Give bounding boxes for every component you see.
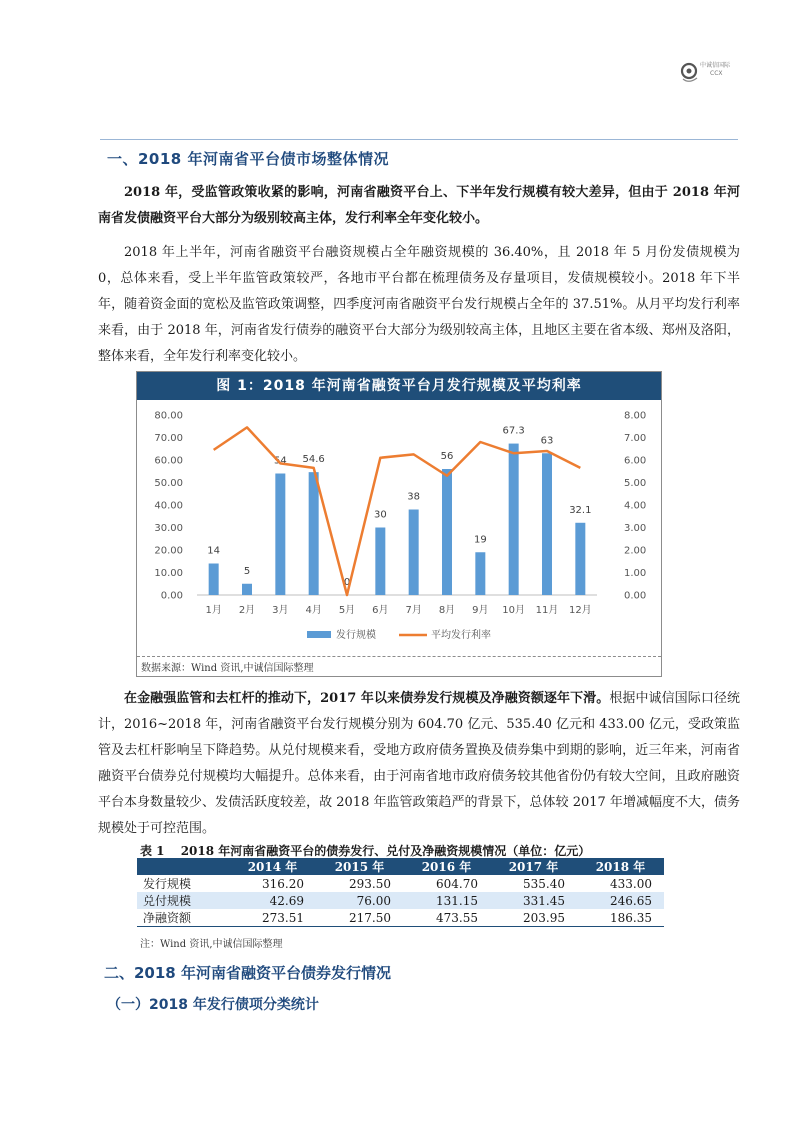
- section1-paragraph1: 2018 年上半年，河南省融资平台融资规模占全年融资规模的 36.40%，且 2018 年 5 月份发债规模为 0，总体来看，受上半年监管政策较严，各地市平台都在梳理债务及存量项目，发债规模较小。2018 年下半年，随着资金面的宽松及监管政策调整，四季度河南省融资平台发行规模占全年的 37.51%。从月平均发行利率来看，由于 2018 年，河南省发行债券的融资平台大部分为级别较高主体，且地区主要在省本级、郑州及洛阳，整体来看，全年发行利率变化较小。: [98, 245, 740, 364]
- y-left-tick-label: 30.00: [154, 523, 183, 534]
- y-left-tick-label: 50.00: [154, 478, 183, 489]
- x-tick-label: 11月: [535, 605, 559, 616]
- table-cell: 217.50: [316, 909, 403, 927]
- table-note: 注：Wind 资讯,中诚信国际整理: [140, 939, 283, 950]
- bar-data-label: 63: [540, 435, 554, 447]
- table-cell: 293.50: [349, 876, 391, 891]
- table-cell: 76.00: [316, 892, 403, 909]
- x-tick-label: 7月: [405, 605, 422, 616]
- table-cell: 535.40: [523, 876, 565, 891]
- y-right-tick-label: 4.00: [624, 500, 647, 512]
- bar: [209, 564, 219, 596]
- table-header-cell: 2015 年: [316, 858, 403, 875]
- combo-chart: [137, 400, 661, 654]
- bar-data-label: 30: [373, 509, 387, 521]
- issuance-table: [137, 858, 664, 927]
- table-header-cell: 2017 年: [490, 858, 577, 875]
- logo-text-en: CCX: [710, 70, 723, 77]
- table-row: [137, 909, 664, 927]
- table-cell: 473.55: [403, 909, 490, 927]
- bar: [475, 552, 485, 595]
- x-tick-label: 6月: [372, 605, 389, 616]
- table-row: [137, 892, 664, 909]
- y-left-tick-label: 0.00: [160, 590, 183, 602]
- y-left-tick-label: 80.00: [154, 410, 183, 422]
- bar: [409, 510, 419, 596]
- row-label: 净融资额: [137, 909, 229, 927]
- figure-title: 图 1：2018 年河南省融资平台月发行规模及平均利率: [137, 372, 661, 400]
- y-right-tick-label: 6.00: [624, 455, 647, 467]
- figure-separator: [137, 656, 661, 657]
- x-tick-label: 10月: [502, 605, 526, 616]
- table-cell: 246.65: [577, 892, 664, 909]
- logo-text-cn: 中诚信国际: [700, 62, 731, 69]
- bar-data-label: 14: [207, 545, 221, 557]
- row-label: 发行规模: [143, 877, 192, 891]
- bar: [275, 474, 285, 596]
- legend-bar-label: 发行规模: [336, 630, 376, 641]
- table-cell: 186.35: [577, 909, 664, 927]
- rate-line: [214, 427, 581, 595]
- y-left-tick-label: 20.00: [154, 545, 183, 557]
- table-header-cell: 2014 年: [229, 858, 316, 875]
- paragraph2-bold: 在金融强监管和去杠杆的推动下，2017 年以来债券发行规模及净融资额逐年下滑。: [124, 691, 610, 706]
- bar: [242, 584, 252, 595]
- bar-data-label: 54.6: [302, 454, 325, 466]
- legend-bar-swatch: [307, 631, 331, 638]
- section1-heading: 一、2018 年河南省平台债市场整体情况: [107, 150, 389, 168]
- bar: [575, 523, 585, 595]
- section1-lead: 2018 年，受监管政策收紧的影响，河南省融资平台上、下半年发行规模有较大差异，但由于 2018 年河南省发债融资平台大部分为级别较高主体，发行利率全年变化较小。: [98, 185, 740, 226]
- bar-data-label: 38: [407, 491, 421, 503]
- x-tick-label: 1月: [205, 605, 222, 616]
- table-header-row: [137, 858, 664, 875]
- y-left-tick-label: 40.00: [154, 500, 183, 512]
- bar-data-label: 32.1: [569, 504, 592, 516]
- figure-1: [136, 371, 662, 677]
- table-header-cell: 2016 年: [403, 858, 490, 875]
- legend-line-label: 平均发行利率: [431, 630, 491, 641]
- section2-heading: 二、2018 年河南省融资平台债券发行情况: [104, 964, 391, 982]
- x-tick-label: 9月: [472, 605, 489, 616]
- table-cell: 316.20: [262, 876, 304, 891]
- y-right-tick-label: 7.00: [624, 433, 647, 444]
- bar: [509, 444, 519, 595]
- logo-text: [700, 62, 730, 78]
- bar: [542, 453, 552, 595]
- x-tick-label: 8月: [438, 605, 456, 616]
- y-right-tick-label: 2.00: [624, 545, 647, 557]
- table-cell: 203.95: [490, 909, 577, 927]
- table-cell: 131.15: [403, 892, 490, 909]
- figure-source: 数据来源：Wind 资讯,中诚信国际整理: [141, 663, 314, 674]
- bar-data-label: 67.3: [502, 425, 525, 437]
- bar-data-label: 0: [343, 577, 351, 588]
- x-tick-label: 3月: [272, 605, 289, 616]
- y-left-tick-label: 10.00: [154, 568, 183, 579]
- y-right-tick-label: 0.00: [624, 590, 647, 602]
- header-rule: [100, 139, 738, 140]
- table-caption: 表 1 2018 年河南省融资平台的债券发行、兑付及净融资规模情况（单位：亿元）: [140, 844, 591, 858]
- bar-data-label: 56: [440, 451, 454, 462]
- table-cell: 604.70: [436, 876, 478, 891]
- x-tick-label: 12月: [568, 605, 592, 616]
- table-row: [137, 875, 664, 892]
- bar-data-label: 19: [473, 534, 487, 546]
- table-cell: 331.45: [490, 892, 577, 909]
- section2-subheading: （一）2018 年发行债项分类统计: [107, 997, 319, 1013]
- y-right-tick-label: 5.00: [624, 478, 647, 489]
- x-tick-label: 5月: [338, 605, 356, 616]
- bar-data-label: 54: [273, 455, 287, 467]
- table-cell: 433.00: [610, 876, 652, 891]
- y-right-tick-label: 3.00: [624, 523, 647, 534]
- table-cell: 42.69: [229, 892, 316, 909]
- y-left-tick-label: 60.00: [154, 455, 183, 467]
- bar-data-label: 5: [243, 565, 251, 577]
- paragraph2-rest: 根据中诚信国际口径统计，2016~2018 年，河南省融资平台发行规模分别为 604.70 亿元、535.40 亿元和 433.00 亿元，受政策监管及去杠杆影响呈下降趋势。从兑付规模来看，受地方政府债务置换及债券集中到期的影响，近三年来，河南省融资平台债券兑付规模均大幅提升。总体来看，由于河南省地市政府债务较其他省份仍有较大空间，且政府融资平台本身数量较少、发债活跃度较差，故 2018 年监管政策趋严的背景下，总体较 2017 年增减幅度不大，债务规模处于可控范围。: [98, 691, 740, 836]
- x-tick-label: 4月: [305, 605, 322, 616]
- table-cell: 273.51: [229, 909, 316, 927]
- y-left-tick-label: 70.00: [154, 433, 183, 444]
- y-right-tick-label: 8.00: [624, 410, 647, 422]
- bar: [309, 472, 319, 595]
- bar: [442, 469, 452, 595]
- bar: [375, 528, 385, 596]
- y-right-tick-label: 1.00: [624, 568, 647, 579]
- row-label: 兑付规模: [137, 892, 229, 909]
- section1-paragraph2: [98, 686, 740, 842]
- x-tick-label: 2月: [238, 605, 256, 616]
- table-header-cell: [137, 858, 229, 875]
- table-header-cell: 2018 年: [577, 858, 664, 875]
